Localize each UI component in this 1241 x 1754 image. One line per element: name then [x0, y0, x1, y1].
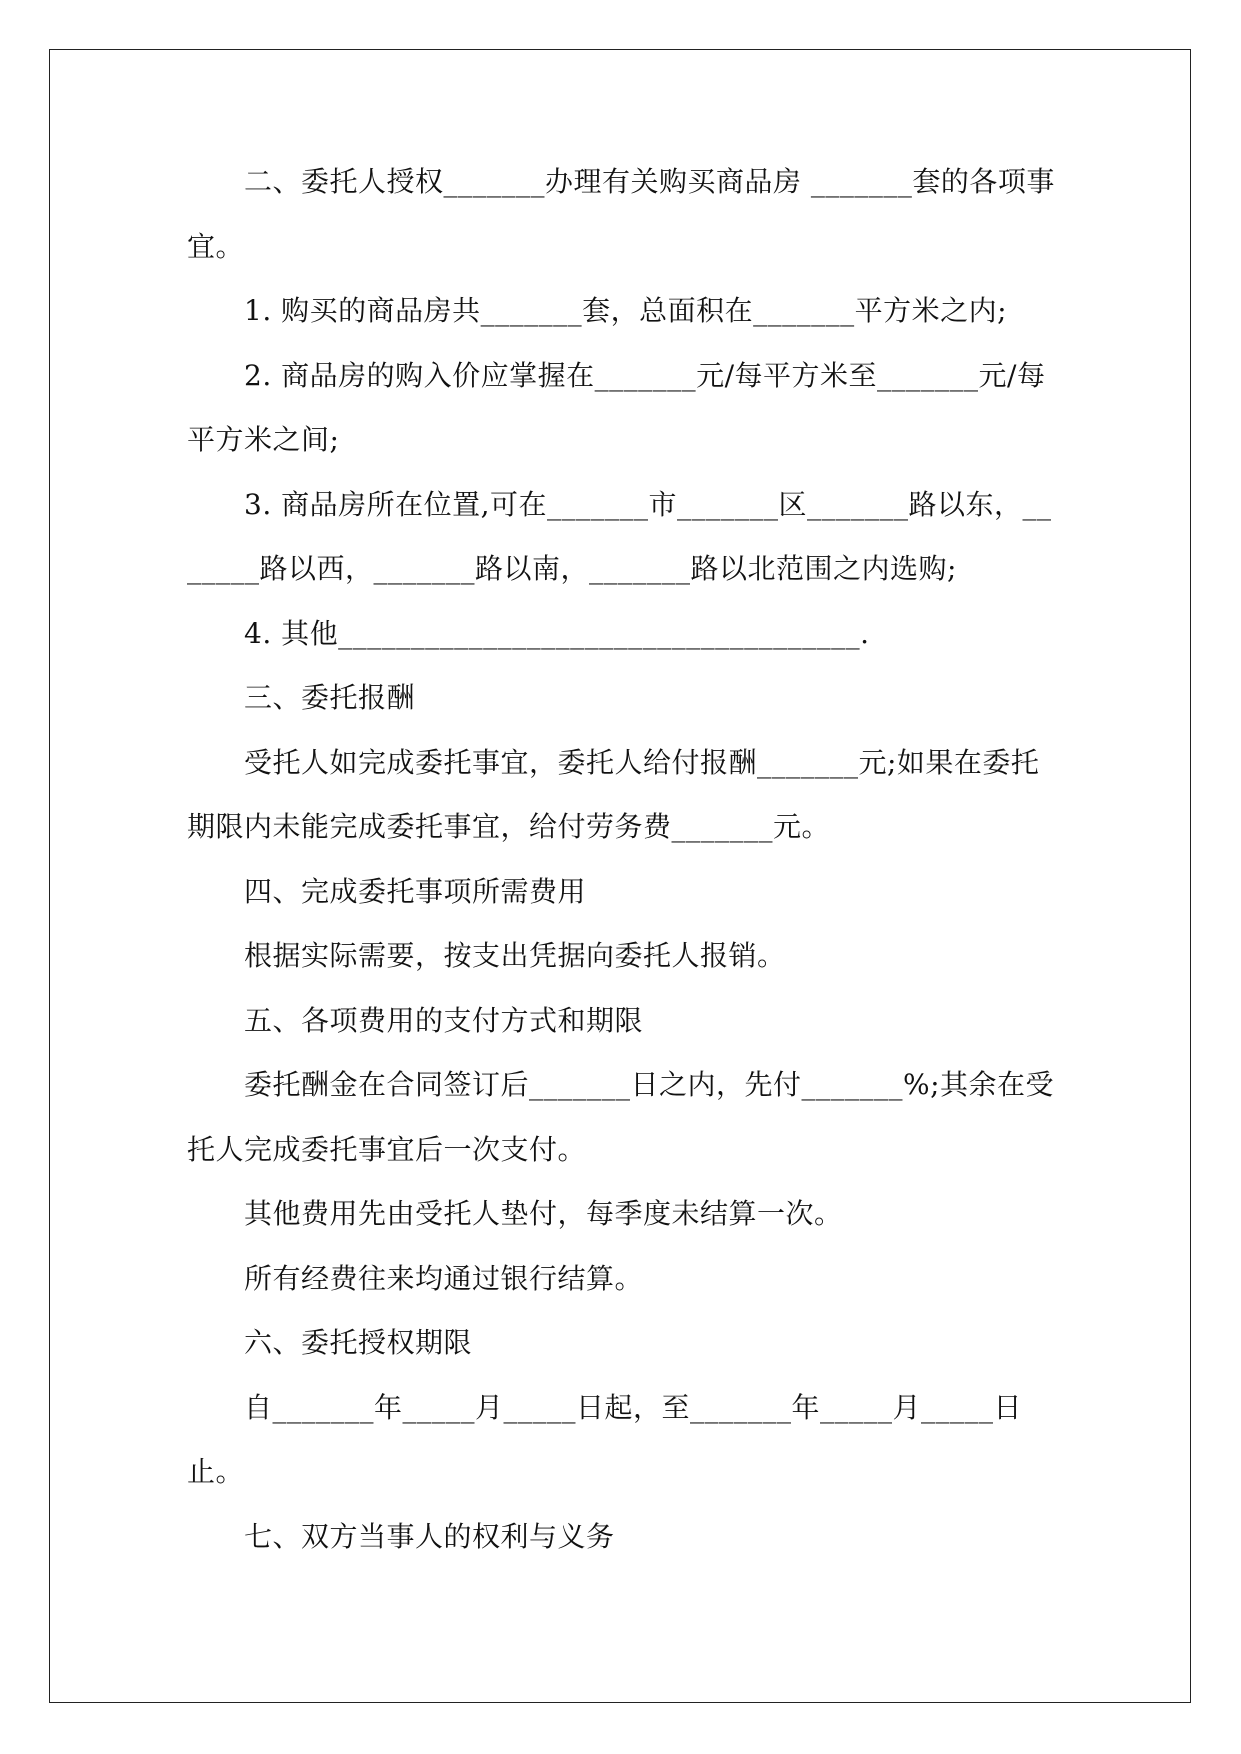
- clause-6-body: 自_______年_____月_____日起，至_______年_____月_____日止。: [187, 1390, 1023, 1488]
- clause-2-item-2: 2. 商品房的购入价应掌握在_______元/每平方米至_______元/每平方米之间;: [187, 358, 1046, 456]
- document-body: [187, 150, 1055, 1569]
- clause-5-heading: 五、各项费用的支付方式和期限: [244, 1003, 644, 1037]
- clause-4-heading: 四、完成委托事项所需费用: [244, 874, 587, 908]
- clause-6-heading: 六、委托授权期限: [244, 1326, 473, 1359]
- clause-7-heading: 七、双方当事人的权利与义务: [244, 1519, 615, 1553]
- clause-2-item-1: 1. 购买的商品房共_______套，总面积在_______平方米之内;: [244, 294, 1008, 327]
- clause-3-body: 受托人如完成委托事宜，委托人给付报酬_______元;如果在委托期限内未能完成委托事宜，给付劳务费_______元。: [187, 745, 1040, 843]
- clause-2-heading: 二、委托人授权_______办理有关购买商品房 _______套的各项事宜。: [187, 165, 1055, 263]
- clause-2-item-4: 4. 其他____________________________________.: [244, 616, 870, 650]
- clause-4-body: 根据实际需要，按支出凭据向委托人报销。: [244, 939, 786, 972]
- clause-5-body-3: 所有经费往来均通过银行结算。: [244, 1261, 644, 1295]
- clause-5-body-2: 其他费用先由受托人垫付，每季度未结算一次。: [244, 1197, 843, 1230]
- clause-3-heading: 三、委托报酬: [244, 681, 416, 714]
- clause-2-item-3: 3. 商品房所在位置,可在_______市_______区_______路以东，_______路以西，_______路以南，_______路以北范围之内选购;: [187, 487, 1052, 585]
- clause-5-body-1: 委托酬金在合同签订后_______日之内，先付_______%;其余在受托人完成委托事宜后一次支付。: [187, 1068, 1055, 1166]
